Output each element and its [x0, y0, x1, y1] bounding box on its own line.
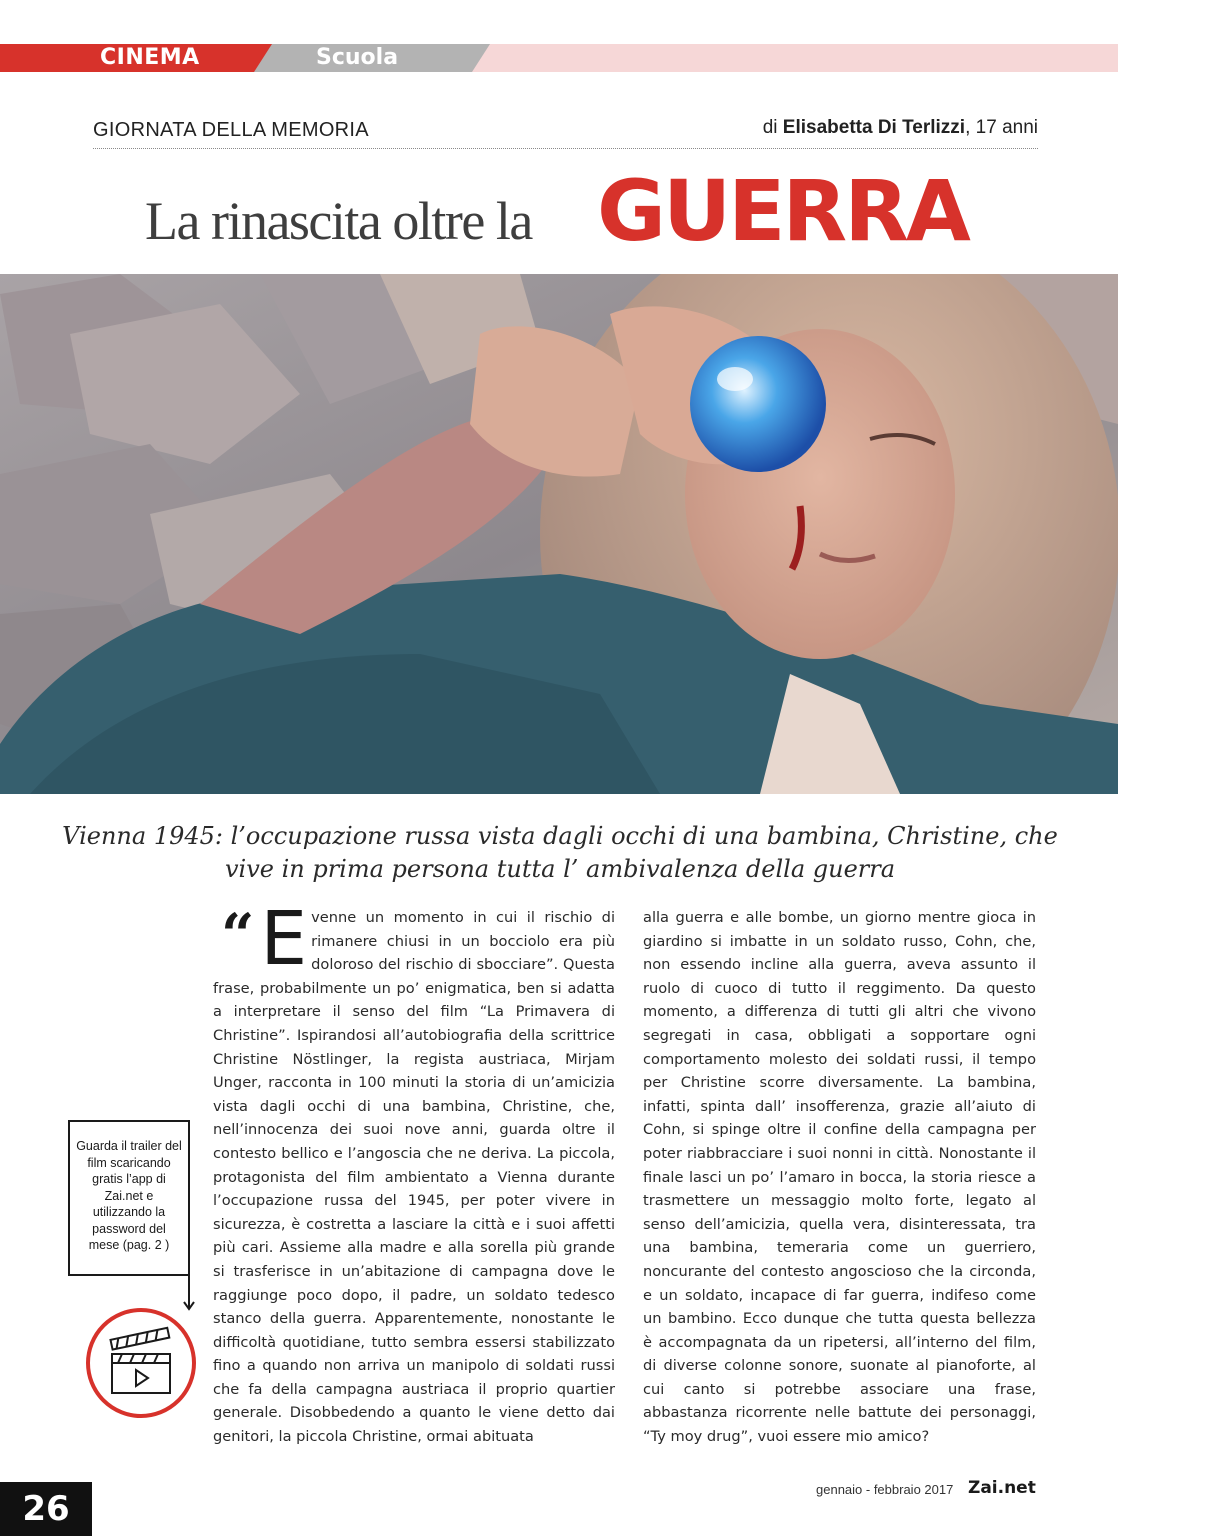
section-label: GIORNATA DELLA MEMORIA	[93, 119, 369, 141]
opening-quote-mark: “	[221, 901, 255, 969]
hero-photo	[0, 274, 1118, 794]
dotted-divider	[93, 148, 1038, 149]
author-age: , 17 anni	[965, 117, 1038, 138]
arrow-down-icon	[182, 1276, 196, 1312]
clapperboard-graphic	[90, 1312, 192, 1414]
clapperboard-play-icon[interactable]	[86, 1308, 196, 1418]
byline-prefix: di	[762, 117, 778, 138]
article-subtitle: Vienna 1945: l’occupazione russa vista dagli occhi di una bambina, Christine, che vive in prima persona tutta l’ ambivalenza della guerra	[62, 822, 1058, 883]
subcategory-label: Scuola	[316, 45, 399, 70]
section-band	[0, 44, 1118, 72]
body-paragraph-1: venne un momento in cui il rischio di rimanere chiusi in un bocciolo era più doloroso del rischio di sbocciare”. Questa frase, probabilmente un po’ enigmatica, ben si adatta a interpretare il senso del film “La Primavera di Christine”. Ispirandosi all’autobiografia della scrittrice Christine Nöstlinger, la regista austriaca, Mirjam Unger, racconta in 100 minuti la storia di un’amicizia vista dagli occhi di una bambina, Christine, che, nell’innocenza dei suoi nove anni, guarda oltre il contesto bellico e l’angoscia che ne deriva. La piccola, protagonista del film ambientato a Vienna durante l’occupazione russa del 1945, per poter vivere in sicurezza, è costretta a lasciare la città e i suoi affetti più cari. Assieme alla madre e alla sorella più grande si trasferisce in un’abitazione di campagna dove le raggiunge poco dopo, il padre, un soldato tedesco stanco della guerra. Apparentemente, nonostante le difficoltà quotidiane, tutto sembra essersi stabilizzato fino a quando non arriva un manipolo di soldati russi che fa della campagna austriaca il proprio quartier generale. Disobbedendo a quanto le viene detto dai genitori, la piccola Christine, ormai abituata	[213, 909, 615, 1446]
category-label: CINEMA	[100, 45, 200, 70]
hero-photo-illustration	[0, 274, 1118, 794]
body-column-right	[643, 906, 1036, 1449]
author-name: Elisabetta Di Terlizzi	[782, 117, 966, 138]
trailer-callout-text: Guarda il trailer del film scaricando gratis l’app di Zai.net e utilizzando la password del mese (pag. 2 )	[76, 1139, 182, 1252]
trailer-callout-box	[68, 1120, 190, 1276]
dropcap: E	[260, 896, 308, 982]
page-number: 26	[0, 1482, 92, 1536]
brand-logo: Zai.net	[968, 1478, 1036, 1498]
article-title	[0, 162, 1219, 268]
body-column-left	[213, 896, 615, 1449]
body-paragraph-2: alla guerra e alle bombe, un giorno mentre gioca in giardino si imbatte in un soldato russo, Cohn, che, non essendo incline alla guerra, aveva assunto il ruolo di cuoco di tutto il reggimento. Da questo momento, a differenza di tutti gli altri che vivono segregati in casa, obbligati a sopportare ogni comportamento molesto dei soldati russi, il tempo per Christine scorre diversamente. La bambina, infatti, spinta dall’ insofferenza, grazie all’aiuto di Cohn, si spinge oltre il confine della campagna per poter riabbracciare i suoi nonni in città. Nonostante il finale lasci un po’ l’amaro in bocca, la storia riesce a trasmettere un messaggio molto forte, legato al senso dell’amicizia, quella vera, disinteressata, tra una bambina, temeraria come un guerriero, noncurante del contesto angoscioso che la circonda, e un soldato, incapace di far guerra, indifeso come un bambino. Ecco dunque che tutta questa bellezza è accompagnata da un ripetersi, all’interno del film, di diverse colonne sonore, suonate al pianoforte, al cui canto si potrebbe associare una frase, abbastanza ricorrente nelle battute dei personaggi, “Ty moy drug”, vuoi essere mio amico?	[643, 909, 1036, 1446]
title-accent: GUERRA	[597, 162, 968, 260]
byline	[763, 117, 1038, 139]
title-main: La rinascita oltre la	[145, 191, 532, 251]
issue-date: gennaio - febbraio 2017	[816, 1482, 954, 1497]
